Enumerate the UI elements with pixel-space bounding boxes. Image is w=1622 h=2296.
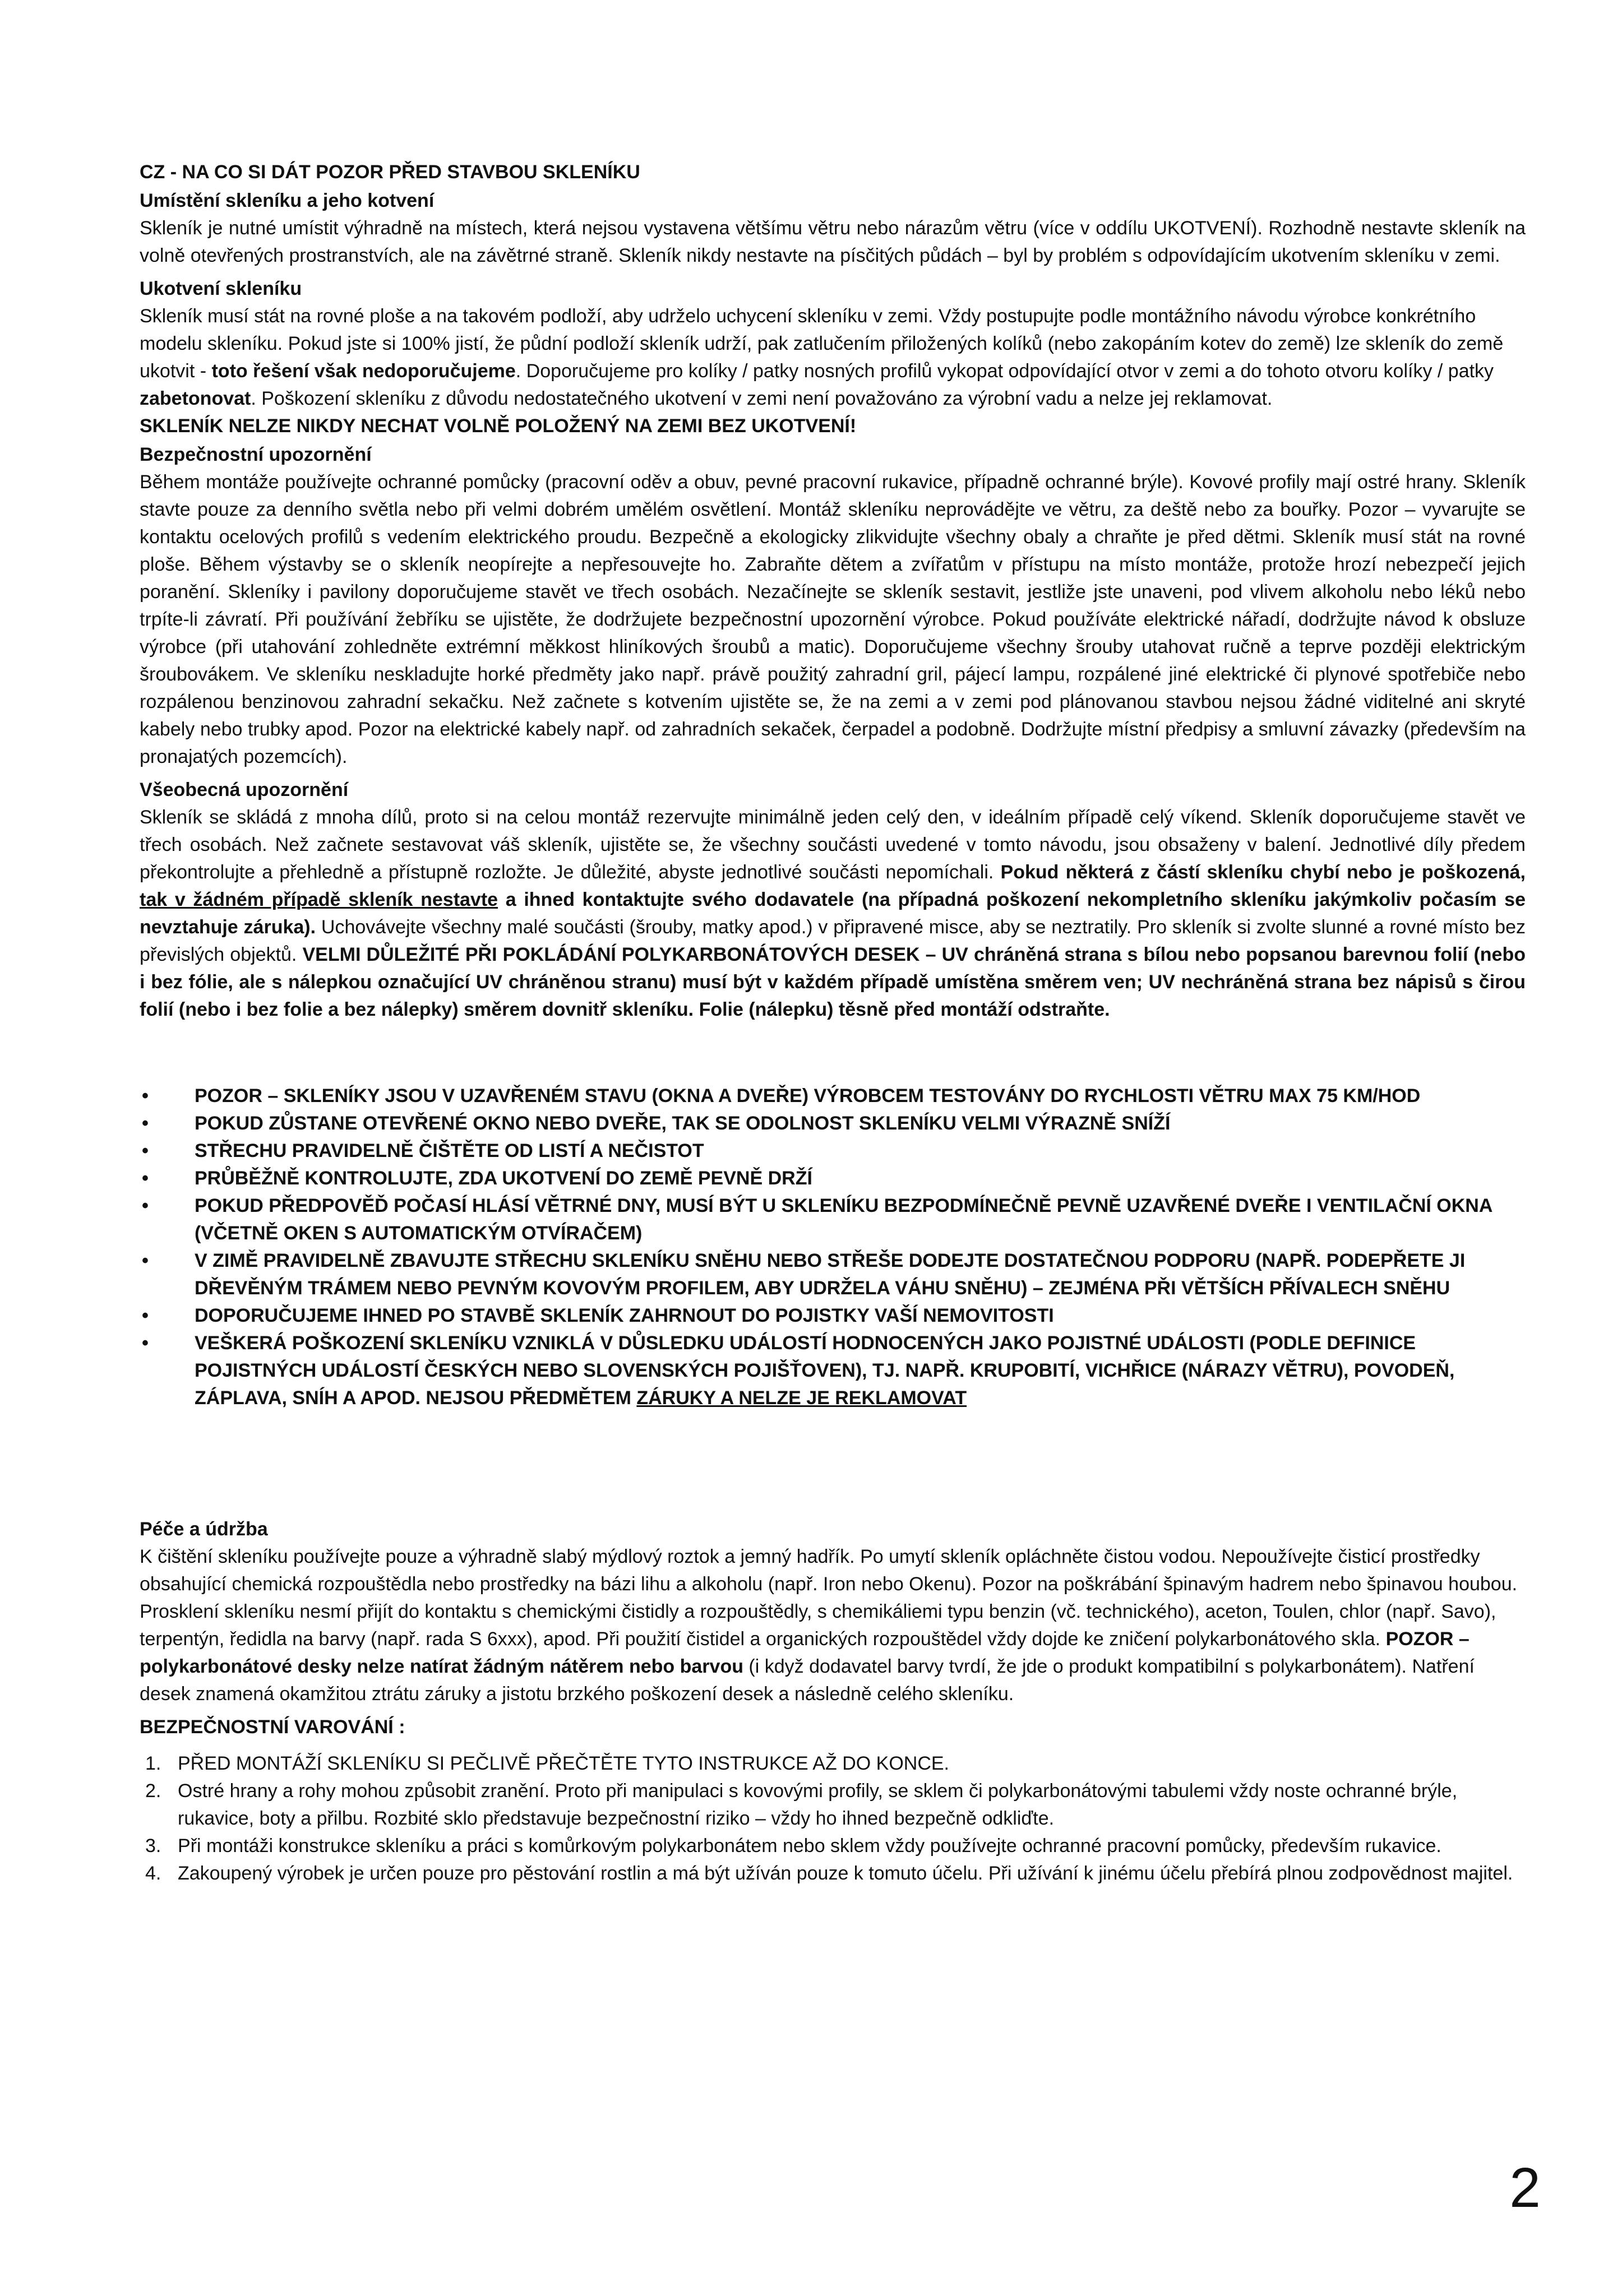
heading-anchoring: Ukotvení skleníku [140,278,302,299]
bullet-icon: • [142,1085,149,1107]
general-text-bold-1: Pokud některá z částí skleníku chybí nebo je poškozená, [1000,862,1526,883]
safety-warning-item: 1. PŘED MONTÁŽÍ SKLENÍKU SI PEČLIVĚ PŘEČTĚTE TYTO INSTRUKCE AŽ DO KONCE. [145,1753,950,1774]
bullet-icon: • [142,1250,149,1271]
general-text-underlined: tak v žádném případě skleník nestavte [140,889,498,910]
bullet-icon: • [142,1332,149,1354]
document-title: CZ - NA CO SI DÁT POZOR PŘED STAVBOU SKLENÍKU [140,161,640,183]
heading-placement: Umístění skleníku a jeho kotvení [140,190,435,211]
bullet-icon: • [142,1113,149,1134]
general-text-bold-2: a ihned kontaktujte svého dodavatele (na případná poškození nekompletního skleníku jakýmkoliv počasím se nevztahuje záruka). [140,889,1526,938]
paragraph-safety-notice: Během montáže používejte ochranné pomůcky (pracovní oděv a obuv, pevné pracovní rukavice, případně ochranné brýle). Kovové profily mají ostré hrany. Skleník stavte pouze za denního světla nebo při velmi dobrém umělém osvětlení. Montáž skleníku neprovádějte ve větru, za deště nebo za bouřky. Pozor – vyvarujte se kontaktu ocelových profilů s vedením elektrického proudu. Bezpečně a ekologicky zlikvidujte všechny obaly a chraňte je před dětmi. Skleník musí stát na rovné ploše. Během výstavby se o skleník neopírejte a nepřesouvejte ho. Zabraňte dětem a zvířatům v přístupu na místo montáže, protože hrozí nebezpečí jejich poranění. Skleníky i pavilony doporučujeme stavět ve třech osobách. Nezačínejte se skleník sestavit, jestliže jste unaveni, pod vlivem alkoholu nebo léků nebo trpíte-li závratí. Při používání žebříku se ujistěte, že dodržujete bezpečnostní upozornění výrobce. Pokud používáte elektrické nářadí, dodržujte návod k obsluze výrobce (při utahování zohledněte extrémní měkkost hliníkových šroubů a matic). Doporučujeme všechny šrouby utahovat ručně a teprve později elektrickým šroubovákem. Ve skleníku neskladujte horké předměty jako např. právě použitý zahradní gril, pájecí lampu, rozpálené jiné elektrické či plynové spotřebiče nebo rozpálenou benzinovou zahradní sekačku. Než začnete s kotvením ujistěte se, že na zemi a v zemi pod plánovanou stavbou nejsou žádné viditelné ani skryté kabely nebo trubky apod. Pozor na elektrické kabely např. od zahradních sekaček, čerpadel a podobně. Dodržujte místní předpisy a smluvní závazky (především na pronajatých pozemcích). [140,471,1526,767]
bullet-icon: • [142,1140,149,1161]
anchoring-text-1: Skleník musí stát na rovné ploše a na takovém podloží, aby udrželo uchycení skleníku v zemi. Vždy postupujte podle montážního návodu výrobce konkrétního modelu skleníku. Pokud jste si 100% jistí, že půdní podloží skleník udrží, pak zatlučením přiložených kolíků (nebo zakopáním kotev do země) lze skleník do země ukotvit - [140,305,1504,382]
anchoring-text-bold-2: zabetonovat [140,388,251,409]
bullet-item: • STŘECHU PRAVIDELNĚ ČIŠTĚTE OD LISTÍ A NEČISTOT [140,1137,1526,1165]
general-text-bold-3: VELMI DŮLEŽITÉ PŘI POKLÁDÁNÍ POLYKARBONÁTOVÝCH DESEK – UV chráněná strana s bílou nebo popsanou barevnou folií (nebo i bez fólie, ale s nálepkou označující UV chráněnou stranu) musí být v každém případě umístěna směrem ven; UV nechráněná strana bez nápisů s čirou folií (nebo i bez folie a bez nálepky) směrem dovnitř skleníku. Folie (nálepku) těsně před montáží odstraňte. [140,944,1526,1020]
page-number: 2 [1509,2156,1541,2219]
heading-safety-notice: Bezpečnostní upozornění [140,444,372,465]
general-text-1: Skleník se skládá z mnoha dílů, proto si na celou montáž rezervujte minimálně jeden celý den, v ideálním případě celý víkend. Skleník doporučujeme stavět ve třech osobách. Než začnete sestavovat váš skleník, ujistěte se, že všechny součásti uvedené v tomto návodu, jsou obsaženy v balení. Jednotlivé díly předem překontrolujte a přehledně a přístupně rozložte. Je důležité, abyste jednotlivé součásti nepomíchali. [140,807,1526,883]
bullet-item: • VEŠKERÁ POŠKOZENÍ SKLENÍKU VZNIKLÁ V DŮSLEDKU UDÁLOSTÍ HODNOCENÝCH JAKO POJISTNÉ UDÁLOSTI (PODLE DEFINICE POJISTNÝCH UDÁLOSTÍ ČESKÝCH NEBO SLOVENSKÝCH POJIŠŤOVEN), TJ. NAPŘ. KRUPOBITÍ, VICHŘICE (NÁRAZY VĚTRU), POVODEŇ, ZÁPLAVA, SNÍH A APOD. NEJSOU PŘEDMĚTEM ZÁRUKY A NELZE JE REKLAMOVAT [140,1330,1526,1412]
safety-warning-list [140,1750,1526,1887]
bullet-item: • PRŮBĚŽNĚ KONTROLUJTE, ZDA UKOTVENÍ DO ZEMĚ PEVNĚ DRŽÍ [140,1165,1526,1192]
safety-warning-item: 3. Při montáži konstrukce skleníku a práci s komůrkovým polykarbonátem nebo sklem vždy používejte ochranné pracovní pomůcky, především rukavice. [145,1835,1441,1857]
paragraph-anchoring [140,303,1526,413]
document-page [140,159,1526,1887]
heading-safety-warnings: BEZPEČNOSTNÍ VAROVÁNÍ : [140,1716,405,1738]
anchoring-text-bold-1: toto řešení však nedoporučujeme [211,360,516,382]
bullet-item: • POKUD PŘEDPOVĚĎ POČASÍ HLÁSÍ VĚTRNÉ DNY, MUSÍ BÝT U SKLENÍKU BEZPODMÍNEČNĚ PEVNĚ UZAVŘENÉ DVEŘE I VENTILAČNÍ OKNA (VČETNĚ OKEN S AUTOMATICKÝM OTVÍRAČEM) [140,1192,1526,1247]
bullet-icon: • [142,1195,149,1216]
heading-general-notice: Všeobecná upozornění [140,779,349,800]
warning-bullet-list [140,1082,1526,1412]
general-text-2: Uchovávejte všechny malé součásti (šrouby, matky apod.) v připravené misce, aby se neztratily. Pro skleník si zvolte slunné a rovné místo bez převislých objektů. [140,916,1526,965]
anchoring-text-3: . Poškození skleníku z důvodu nedostatečného ukotvení v zemi není považováno za výrobní vadu a nelze jej reklamovat. [251,388,1273,409]
paragraph-general-notice [140,804,1526,1024]
paragraph-placement: Skleník je nutné umístit výhradně na místech, která nejsou vystavena většímu větru nebo nárazům větru (více v oddílu UKOTVENÍ). Rozhodně nestavte skleník na volně otevřených prostranstvích, ale na závětrné straně. Skleník nikdy nestavte na písčitých půdách – byl by problém s odpovídajícím ukotvením skleníku v zemi. [140,217,1526,266]
bullet-item: • POKUD ZŮSTANE OTEVŘENÉ OKNO NEBO DVEŘE, TAK SE ODOLNOST SKLENÍKU VELMI VÝRAZNĚ SNÍŽÍ [140,1110,1526,1137]
safety-warning-item: 4. Zakoupený výrobek je určen pouze pro pěstování rostlin a má být užíván pouze k tomuto účelu. Při užívání k jinému účelu přebírá plnou zodpovědnost majitel. [145,1863,1513,1884]
bullet-item: • DOPORUČUJEME IHNED PO STAVBĚ SKLENÍK ZAHRNOUT DO POJISTKY VAŠÍ NEMOVITOSTI [140,1302,1526,1330]
bullet-underlined-text: ZÁRUKY A NELZE JE REKLAMOVAT [636,1387,967,1409]
safety-warning-item: 2. Ostré hrany a rohy mohou způsobit zranění. Proto při manipulaci s kovovými profily, se sklem či polykarbonátovými tabulemi vždy noste ochranné brýle, rukavice, boty a přilbu. Rozbité sklo představuje bezpečnostní riziko – vždy ho ihned bezpečně odkliďte. [145,1780,1458,1829]
care-text-2: (i když dodavatel barvy tvrdí, že jde o produkt kompatibilní s polykarbonátem). Natření desek znamená okamžitou ztrátu záruky a jistotu brzkého poškození desek a následně celého skleníku. [140,1656,1475,1705]
bullet-icon: • [142,1305,149,1326]
bullet-icon: • [142,1168,149,1189]
bullet-item: • POZOR – SKLENÍKY JSOU V UZAVŘENÉM STAVU (OKNA A DVEŘE) VÝROBCEM TESTOVÁNY DO RYCHLOSTI VĚTRU MAX 75 KM/HOD [140,1082,1526,1110]
anchoring-warning: SKLENÍK NELZE NIKDY NECHAT VOLNĚ POLOŽENÝ NA ZEMI BEZ UKOTVENÍ! [140,415,857,437]
heading-care: Péče a údržba [140,1519,268,1540]
paragraph-care [140,1543,1526,1708]
care-text-bold: POZOR – polykarbonátové desky nelze natírat žádným nátěrem nebo barvou [140,1628,1469,1677]
anchoring-text-2: . Doporučujeme pro kolíky / patky nosných profilů vykopat odpovídající otvor v zemi a do tohoto otvoru kolíky / patky [515,360,1494,382]
care-text-1: K čištění skleníku používejte pouze a výhradně slabý mýdlový roztok a jemný hadřík. Po umytí skleník opláchněte čistou vodou. Nepoužívejte čisticí prostředky obsahující chemická rozpouštědla nebo prostředky na bázi lihu a alkoholu (např. Iron nebo Okenu). Pozor na poškrábání špinavým hadrem nebo špinavou houbou. Prosklení skleníku nesmí přijít do kontaktu s chemickými čistidly a rozpouštědly, s chemikáliemi typu benzin (vč. technického), aceton, Toulen, chlor (např. Savo), terpentýn, ředidla na barvy (např. rada S 6xxx), apod. Při použití čistidel a organických rozpouštědel vždy dojde ke zničení polykarbonátového skla. [140,1546,1518,1650]
bullet-item: • V ZIMĚ PRAVIDELNĚ ZBAVUJTE STŘECHU SKLENÍKU SNĚHU NEBO STŘEŠE DODEJTE DOSTATEČNOU PODPORU (NAPŘ. PODEPŘETE JI DŘEVĚNÝM TRÁMEM NEBO PEVNÝM KOVOVÝM PROFILEM, ABY UDRŽELA VÁHU SNĚHU) – ZEJMÉNA PŘI VĚTŠÍCH PŘÍVALECH SNĚHU [140,1247,1526,1302]
